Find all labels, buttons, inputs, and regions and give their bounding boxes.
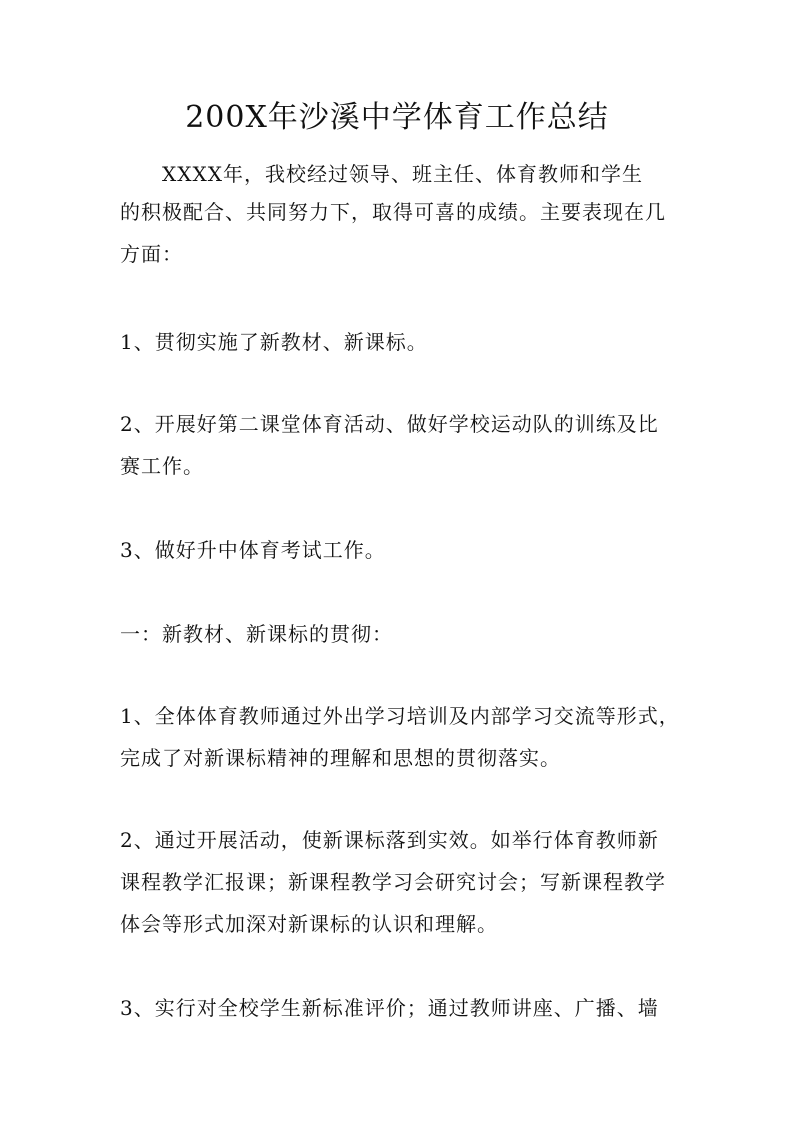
paragraph-line: 体会等形式加深对新课标的认识和理解。 xyxy=(120,912,498,936)
paragraph-line: 3、做好升中体育考试工作。 xyxy=(120,538,386,562)
paragraph-line: 3、实行对全校学生新标准评价；通过教师讲座、广播、墙 xyxy=(120,996,659,1020)
paragraph-line: 课程教学汇报课；新课程教学习会研究讨会；写新课程教学 xyxy=(120,870,666,894)
paragraph-line: XXXX年，我校经过领导、班主任、体育教师和学生 xyxy=(162,162,643,186)
paragraph-line: 1、全体体育教师通过外出学习培训及内部学习交流等形式， xyxy=(120,704,680,728)
paragraph-line: 完成了对新课标精神的理解和思想的贯彻落实。 xyxy=(120,746,561,770)
paragraph-line: 赛工作。 xyxy=(120,454,204,478)
paragraph-line: 2、通过开展活动，使新课标落到实效。如举行体育教师新 xyxy=(120,828,659,852)
section-heading: 一：新教材、新课标的贯彻： xyxy=(120,622,393,646)
document-title: 200X年沙溪中学体育工作总结 xyxy=(185,100,609,135)
paragraph-line: 的积极配合、共同努力下，取得可喜的成绩。主要表现在几 xyxy=(120,200,666,224)
paragraph-line: 2、开展好第二课堂体育活动、做好学校运动队的训练及比 xyxy=(120,412,659,436)
paragraph-line: 方面： xyxy=(120,242,183,266)
paragraph-line: 1、贯彻实施了新教材、新课标。 xyxy=(120,330,428,354)
